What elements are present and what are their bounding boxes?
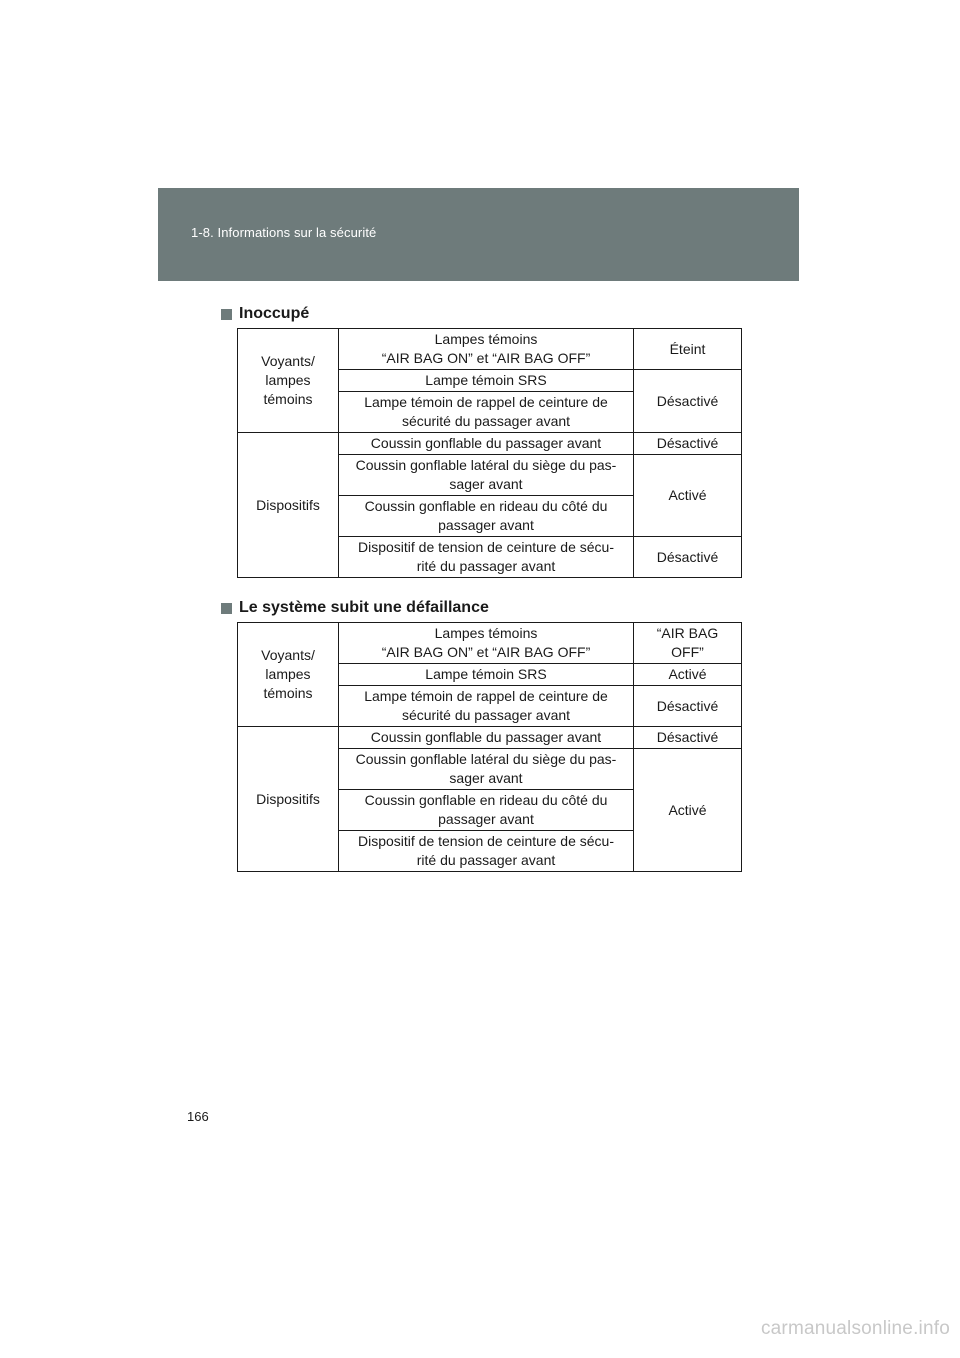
- category-cell: Voyants/ lampes témoins: [238, 623, 339, 727]
- page-number: 166: [187, 1109, 209, 1124]
- section-heading-inoccupe: [221, 305, 309, 323]
- item-cell: Lampes témoins “AIR BAG ON” et “AIR BAG OFF”: [339, 329, 634, 370]
- table-row: [238, 329, 742, 370]
- square-bullet-icon: [221, 309, 232, 320]
- item-cell: Lampe témoin de rappel de ceinture de sécurité du passager avant: [339, 686, 634, 727]
- table-row: [238, 433, 742, 455]
- state-cell: Désactivé: [634, 433, 742, 455]
- watermark: carmanualsonline.info: [760, 1318, 950, 1339]
- item-cell: Dispositif de tension de ceinture de sécu- rité du passager avant: [339, 537, 634, 578]
- item-cell: Coussin gonflable en rideau du côté du passager avant: [339, 496, 634, 537]
- state-cell: “AIR BAG OFF”: [634, 623, 742, 664]
- header-band: [158, 188, 799, 281]
- status-table-inoccupe: [237, 328, 742, 578]
- state-cell: Activé: [634, 664, 742, 686]
- item-cell: Lampes témoins “AIR BAG ON” et “AIR BAG OFF”: [339, 623, 634, 664]
- item-cell: Lampe témoin de rappel de ceinture de sécurité du passager avant: [339, 392, 634, 433]
- status-table-defaillance: [237, 622, 742, 872]
- item-cell: Lampe témoin SRS: [339, 664, 634, 686]
- square-bullet-icon: [221, 603, 232, 614]
- state-cell: Désactivé: [634, 370, 742, 433]
- state-cell: Activé: [634, 749, 742, 872]
- category-cell: Voyants/ lampes témoins: [238, 329, 339, 433]
- item-cell: Coussin gonflable latéral du siège du pas- sager avant: [339, 749, 634, 790]
- section-heading-text: Le système subit une défaillance: [239, 599, 489, 616]
- state-cell: Éteint: [634, 329, 742, 370]
- section-heading-defaillance: [221, 599, 489, 617]
- item-cell: Coussin gonflable du passager avant: [339, 727, 634, 749]
- state-cell: Activé: [634, 455, 742, 537]
- item-cell: Coussin gonflable latéral du siège du pas- sager avant: [339, 455, 634, 496]
- section-heading-text: Inoccupé: [239, 305, 310, 322]
- item-cell: Lampe témoin SRS: [339, 370, 634, 392]
- state-cell: Désactivé: [634, 537, 742, 578]
- table-row: [238, 623, 742, 664]
- item-cell: Dispositif de tension de ceinture de sécu- rité du passager avant: [339, 831, 634, 872]
- item-cell: Coussin gonflable du passager avant: [339, 433, 634, 455]
- category-cell: Dispositifs: [238, 433, 339, 578]
- state-cell: Désactivé: [634, 686, 742, 727]
- state-cell: Désactivé: [634, 727, 742, 749]
- section-title: 1-8. Informations sur la sécurité: [191, 225, 377, 240]
- item-cell: Coussin gonflable en rideau du côté du passager avant: [339, 790, 634, 831]
- category-cell: Dispositifs: [238, 727, 339, 872]
- table-row: [238, 727, 742, 749]
